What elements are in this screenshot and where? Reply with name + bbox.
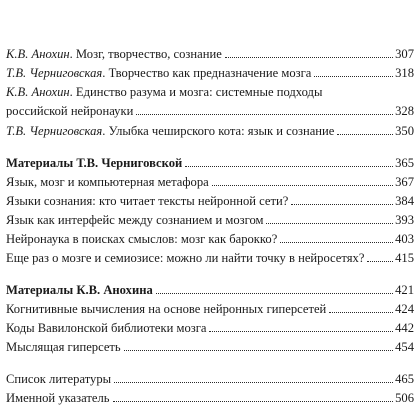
entry-page: 318 <box>395 66 414 80</box>
section-page: 365 <box>395 156 414 170</box>
entry-title: Языки сознания: кто читает тексты нейронной сети? <box>6 194 289 208</box>
dot-leader <box>156 293 393 294</box>
toc-entry <box>6 250 414 267</box>
dot-leader <box>209 331 393 332</box>
entry-author: Т.В. Черниговская <box>6 124 103 138</box>
toc-entry <box>6 231 414 248</box>
dot-leader <box>280 242 393 243</box>
entry-page: 506 <box>395 391 414 405</box>
entry-title: Мыслящая гиперсеть <box>6 340 121 354</box>
section-page: 421 <box>395 283 414 297</box>
dot-leader <box>337 134 393 135</box>
section-heading <box>6 155 414 172</box>
entry-page: 328 <box>395 104 414 118</box>
entry-page: 393 <box>395 213 414 227</box>
toc-entry <box>6 390 414 407</box>
entry-author: Т.В. Черниговская <box>6 66 103 80</box>
entry-page: 442 <box>395 321 414 335</box>
toc-entry <box>6 301 414 318</box>
dot-leader <box>314 76 393 77</box>
dot-leader <box>136 114 393 115</box>
toc-entry <box>6 103 414 120</box>
section-title: Материалы К.В. Анохина <box>6 283 153 297</box>
entry-title: Список литературы <box>6 372 112 386</box>
entry-page: 465 <box>395 372 414 386</box>
toc-entry <box>6 123 414 140</box>
entry-page: 454 <box>395 340 414 354</box>
toc-entry <box>6 320 414 337</box>
entry-title: Нейронаука в поисках смыслов: мозг как барокко? <box>6 232 278 246</box>
entry-title-continued: российской нейронауки <box>6 104 134 118</box>
entry-page: 384 <box>395 194 414 208</box>
entry-title: Язык как интерфейс между сознанием и мозгом <box>6 213 264 227</box>
dot-leader <box>185 166 393 167</box>
dot-leader <box>124 350 393 351</box>
entry-page: 307 <box>395 47 414 61</box>
entry-title: К.В. Анохин. Единство разума и мозга: системные подходы <box>6 85 323 99</box>
entry-title: Еще раз о мозге и семиозисе: можно ли найти точку в нейросетях? <box>6 251 365 265</box>
entry-title: Коды Вавилонской библиотеки мозга <box>6 321 207 335</box>
entry-page: 367 <box>395 175 414 189</box>
entry-author: К.В. Анохин <box>6 85 70 99</box>
section-title: Материалы Т.В. Черниговской <box>6 156 183 170</box>
dot-leader <box>291 204 393 205</box>
toc-entry <box>6 46 414 63</box>
entry-page: 415 <box>395 251 414 265</box>
dot-leader <box>367 261 393 262</box>
entry-title: Язык, мозг и компьютерная метафора <box>6 175 209 189</box>
entry-title: Именной указатель <box>6 391 110 405</box>
entry-page: 424 <box>395 302 414 316</box>
entry-title: К.В. Анохин. Мозг, творчество, сознание <box>6 47 222 61</box>
entry-author: К.В. Анохин <box>6 47 70 61</box>
toc-entry <box>6 65 414 82</box>
dot-leader <box>114 382 393 383</box>
entry-title: Когнитивные вычисления на основе нейронных гиперсетей <box>6 302 327 316</box>
dot-leader <box>212 185 393 186</box>
entry-title: Т.В. Черниговская. Творчество как предназначение мозга <box>6 66 312 80</box>
dot-leader <box>113 401 394 402</box>
entry-title: Т.В. Черниговская. Улыбка чеширского кота: язык и сознание <box>6 124 335 138</box>
toc-entry <box>6 193 414 210</box>
entry-page: 350 <box>395 124 414 138</box>
toc-entry <box>6 212 414 229</box>
dot-leader <box>329 312 393 313</box>
toc-entry <box>6 371 414 388</box>
entry-page: 403 <box>395 232 414 246</box>
dot-leader <box>266 223 393 224</box>
toc-entry <box>6 339 414 356</box>
section-heading <box>6 282 414 299</box>
toc-entry <box>6 174 414 191</box>
dot-leader <box>225 57 393 58</box>
